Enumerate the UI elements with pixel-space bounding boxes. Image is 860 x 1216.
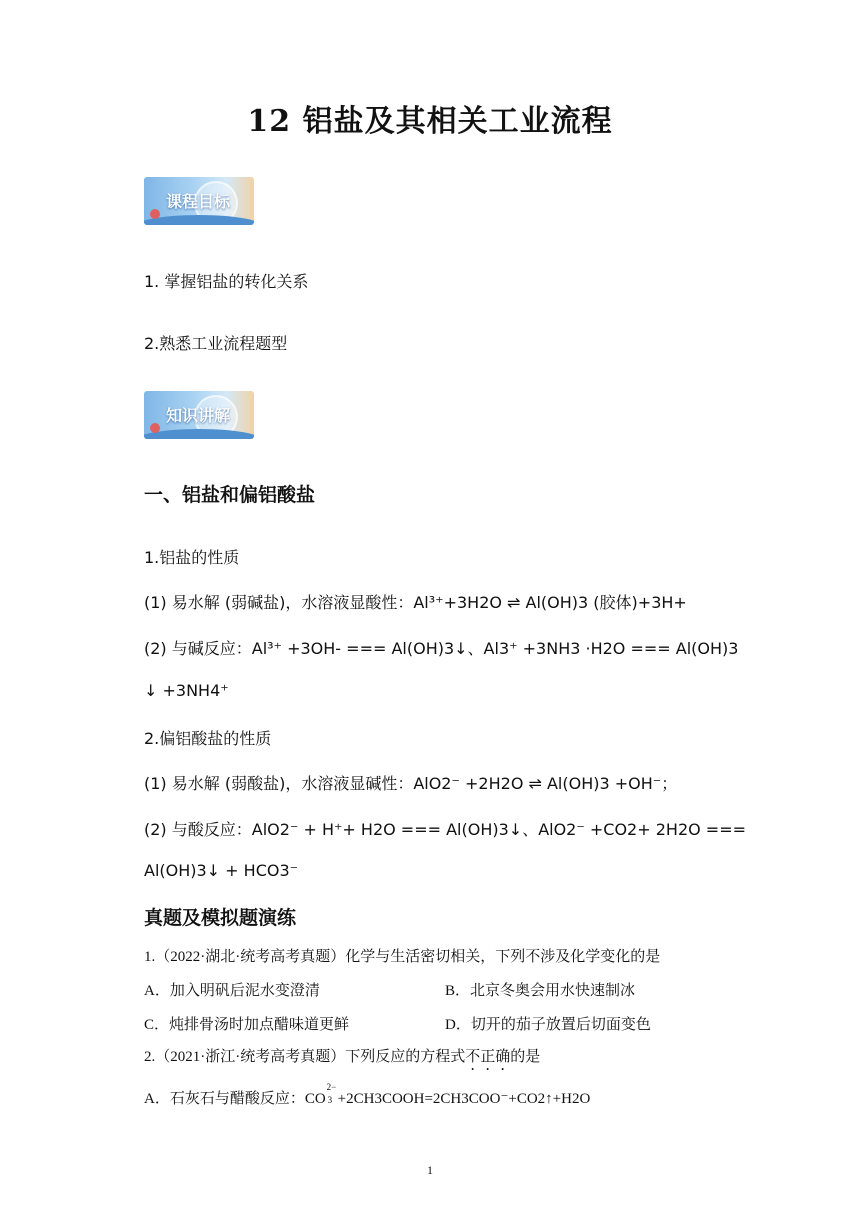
text-line: (2) 与酸反应：AlO2⁻ + H⁺+ H2O === Al(OH)3↓、AlO2⁻ +CO2+ 2H2O === [144, 820, 747, 839]
text-line: ↓ +3NH4⁺ [144, 681, 229, 700]
course-goal-badge [144, 177, 254, 225]
knowledge-label: 知识讲解 [166, 406, 231, 425]
text-line: Al(OH)3↓ + HCO3⁻ [144, 861, 299, 880]
text-line: (1) 易水解 (弱碱盐)，水溶液显酸性：Al³⁺+3H2O ⇌ Al(OH)3 (胶体)+3H+ [144, 593, 687, 612]
knowledge-badge [144, 391, 254, 439]
text-line: (1) 易水解 (弱酸盐)，水溶液显碱性：AlO2⁻ +2H2O ⇌ Al(OH)3 +OH⁻； [144, 774, 678, 793]
section-heading: 一、铝盐和偏铝酸盐 [144, 484, 316, 506]
question-1-stem: 1.（2022·湖北·统考高考真题）化学与生活密切相关，下列不涉及化学变化的是 [144, 949, 661, 965]
question-2-option-a: A．石灰石与醋酸反应：CO 2− 3 +2CH3COOH=2CH3COO⁻+CO2↑+H2O [144, 1082, 591, 1107]
question-2-stem: 2.（2021·浙江·统考高考真题）下列反应的方程式不正确的是 [144, 1049, 541, 1065]
question-1-option-c: C．炖排骨汤时加点醋味道更鲜 [144, 1017, 350, 1033]
goal-item-2: 2.熟悉工业流程题型 [144, 334, 288, 353]
question-1-option-a: A．加入明矾后泥水变澄清 [144, 983, 320, 999]
question-1-option-b: B．北京冬奥会用水快速制冰 [445, 983, 636, 999]
subheading-aluminum-salt: 1.铝盐的性质 [144, 548, 240, 567]
emphasis-text: 不正确 [465, 1049, 511, 1065]
text-line: (2) 与碱反应：Al³⁺ +3OH- === Al(OH)3↓、Al3⁺ +3NH3 ·H2O === Al(OH)3 [144, 639, 739, 658]
section-heading: 真题及模拟题演练 [144, 907, 297, 929]
question-1-option-d: D．切开的茄子放置后切面变色 [445, 1017, 651, 1033]
page-number: 1 [427, 1163, 433, 1177]
subheading-aluminate: 2.偏铝酸盐的性质 [144, 729, 272, 748]
goal-item-1: 1. 掌握铝盐的转化关系 [144, 272, 309, 291]
page-title: 12 铝盐及其相关工业流程 [247, 104, 613, 139]
course-goal-label: 课程目标 [166, 192, 231, 211]
